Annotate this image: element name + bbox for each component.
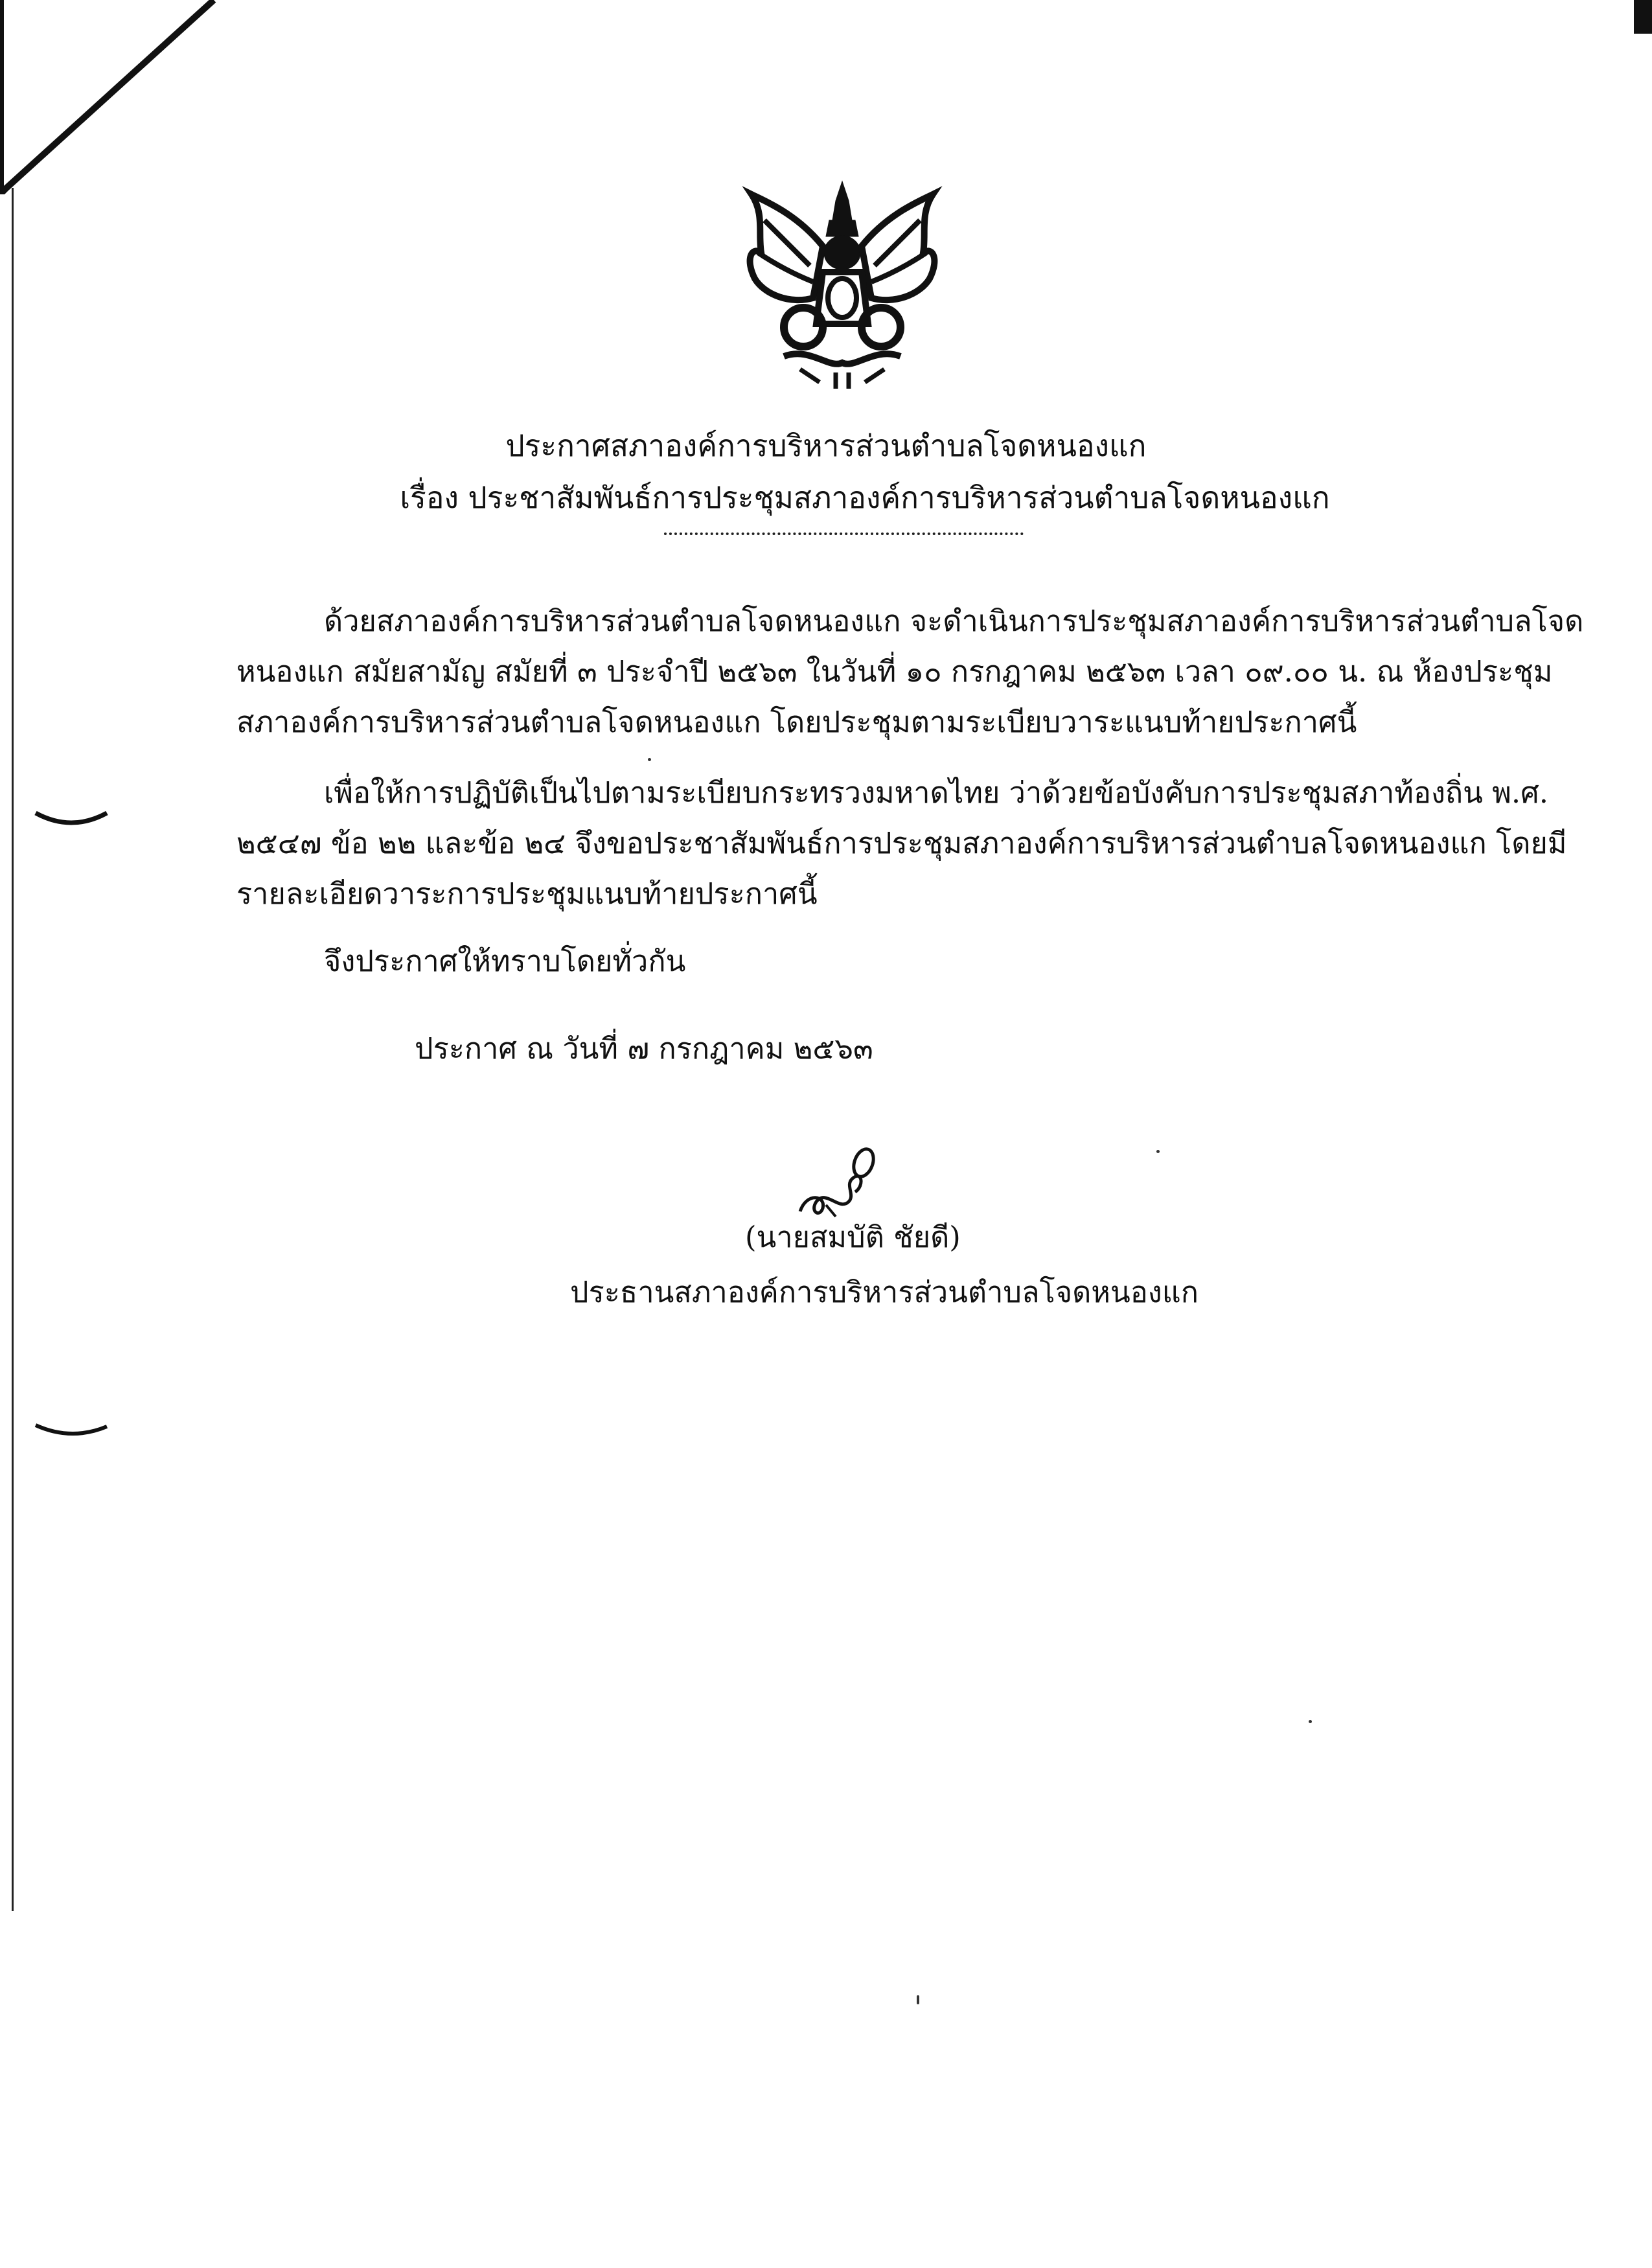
document-title: ประกาศสภาองค์การบริหารส่วนตำบลโจดหนองแก bbox=[505, 428, 1147, 463]
closing-statement: จึงประกาศให้ทราบโดยทั่วกัน bbox=[324, 944, 686, 978]
paragraph-line: ด้วยสภาองค์การบริหารส่วนตำบลโจดหนองแก จะดำเนินการประชุมสภาองค์การบริหารส่วนตำบลโจด bbox=[324, 604, 1584, 638]
scan-corner-fold bbox=[0, 0, 233, 194]
paragraph-announcement bbox=[236, 596, 1583, 748]
announcement-date: ประกาศ ณ วันที่ ๗ กรกฎาคม ๒๕๖๓ bbox=[415, 1031, 873, 1066]
signer-position: ประธานสภาองค์การบริหารส่วนตำบลโจดหนองแก bbox=[570, 1275, 1199, 1309]
paragraph-line: รายละเอียดวาระการประชุมแนบท้ายประกาศนี้ bbox=[236, 876, 818, 911]
paragraph-line: หนองแก สมัยสามัญ สมัยที่ ๓ ประจำปี ๒๕๖๓ ในวันที่ ๑๐ กรกฎาคม ๒๕๖๓ เวลา ๐๙.๐๐ น. ณ ห้องประชุม bbox=[236, 654, 1553, 689]
scan-speck bbox=[1156, 1150, 1160, 1153]
document-subject: เรื่อง ประชาสัมพันธ์การประชุมสภาองค์การบริหารส่วนตำบลโจดหนองแก bbox=[400, 480, 1330, 515]
paragraph-line: ๒๕๔๗ ข้อ ๒๒ และข้อ ๒๔ จึงขอประชาสัมพันธ์การประชุมสภาองค์การบริหารส่วนตำบลโจดหนองแก โดยมี bbox=[236, 826, 1567, 860]
binder-hole-mark bbox=[32, 807, 110, 832]
scan-right-edge-mark bbox=[1634, 0, 1652, 34]
scan-speck bbox=[917, 1995, 919, 2004]
handwritten-signature-icon bbox=[787, 1140, 884, 1224]
paragraph-line: สภาองค์การบริหารส่วนตำบลโจดหนองแก โดยประชุมตามระเบียบวาระแนบท้ายประกาศนี้ bbox=[236, 705, 1357, 739]
paragraph-line: เพื่อให้การปฏิบัติเป็นไปตามระเบียบกระทรวงมหาดไทย ว่าด้วยข้อบังคับการประชุมสภาท้องถิ่น พ.ศ. bbox=[324, 775, 1549, 810]
scan-speck bbox=[648, 758, 651, 761]
signer-name: (นายสมบัติ ชัยดี) bbox=[745, 1220, 961, 1254]
paragraph-regulation bbox=[236, 768, 1566, 919]
binder-hole-mark bbox=[32, 1419, 110, 1445]
garuda-emblem-icon bbox=[739, 175, 946, 395]
scan-speck bbox=[1309, 1720, 1312, 1723]
title-separator bbox=[664, 533, 1024, 535]
